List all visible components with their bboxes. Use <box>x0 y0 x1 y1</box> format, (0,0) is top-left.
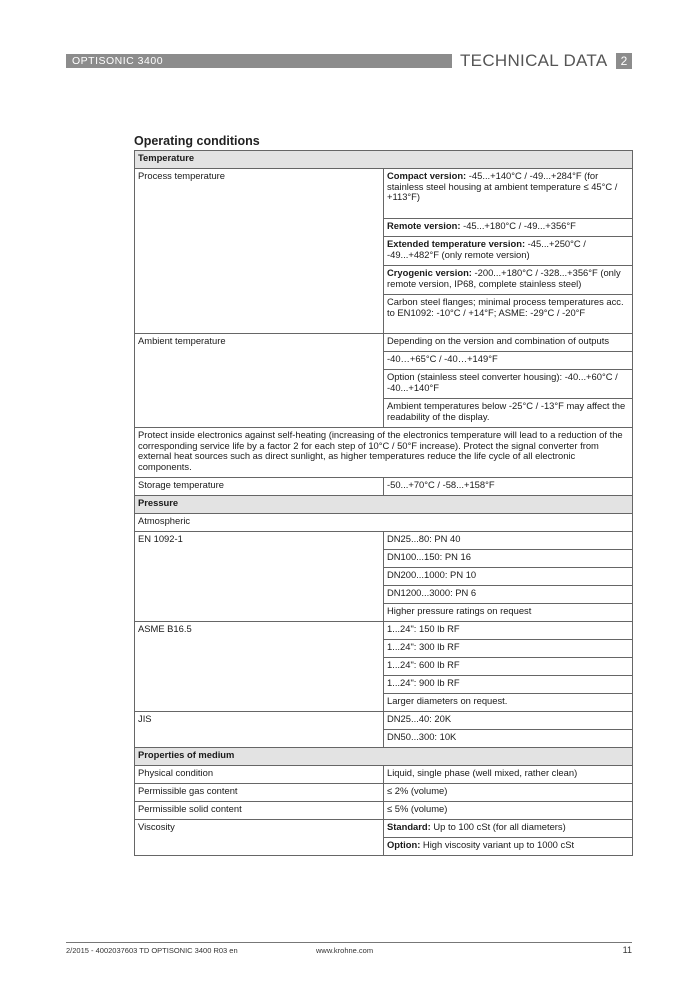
ambient-value: Depending on the version and combination of outputs <box>384 334 633 352</box>
extended-version-value: -45...+250°C / -49...+482°F (only remote version) <box>387 238 586 260</box>
electronics-protection-note: Protect inside electronics against self-heating (increasing of the electronics temperature will lead to a reduction of the corresponding service life by a factor 2 for each step of 10°C / 50°F increase). Protect the signal converter from external heat sources such as direct sunlight, as higher temperatures reduce the life cycle of all electronic components. <box>135 428 633 478</box>
storage-temperature-label: Storage temperature <box>135 478 384 496</box>
remote-version-key: Remote version: <box>387 220 461 231</box>
solid-content-value: ≤ 5% (volume) <box>384 802 633 820</box>
temperature-heading: Temperature <box>135 151 633 169</box>
gas-content-value: ≤ 2% (volume) <box>384 784 633 802</box>
table-row <box>135 820 633 838</box>
table-row <box>135 766 633 784</box>
page-number: 11 <box>622 945 632 955</box>
viscosity-standard-key: Standard: <box>387 821 431 832</box>
remote-version-cell <box>384 219 633 237</box>
viscosity-standard-value: Up to 100 cSt (for all diameters) <box>430 821 566 832</box>
table-row <box>135 712 633 730</box>
asme-value: 1...24": 600 lb RF <box>384 658 633 676</box>
page-footer <box>66 942 632 955</box>
page-header <box>66 50 632 72</box>
viscosity-option-value: High viscosity variant up to 1000 cSt <box>420 839 575 850</box>
cryogenic-version-key: Cryogenic version: <box>387 267 472 278</box>
solid-content-label: Permissible solid content <box>135 802 384 820</box>
chapter-number: 2 <box>616 53 632 69</box>
table-row <box>135 802 633 820</box>
operating-conditions-table <box>134 150 633 856</box>
ambient-value: Option (stainless steel converter housing): -40...+60°C / -40...+140°F <box>384 370 633 399</box>
storage-temperature-value: -50...+70°C / -58...+158°F <box>384 478 633 496</box>
table-row <box>135 478 633 496</box>
pressure-heading-row <box>135 496 633 514</box>
ambient-value: -40…+65°C / -40…+149°F <box>384 352 633 370</box>
table-row <box>135 514 633 532</box>
compact-version-key: Compact version: <box>387 170 467 181</box>
asme-value: 1...24": 150 lb RF <box>384 622 633 640</box>
en-value: DN200...1000: PN 10 <box>384 568 633 586</box>
operating-conditions-title: Operating conditions <box>134 134 260 148</box>
viscosity-option-key: Option: <box>387 839 421 850</box>
ambient-value: Ambient temperatures below -25°C / -13°F may affect the readability of the display. <box>384 399 633 428</box>
en-value: DN25...80: PN 40 <box>384 532 633 550</box>
medium-heading: Properties of medium <box>135 748 633 766</box>
table-row <box>135 622 633 640</box>
gas-content-label: Permissible gas content <box>135 784 384 802</box>
compact-version-value: -45...+140°C / -49...+284°F (for stainless steel housing at ambient temperature ≤ 45°C / +113°F) <box>387 170 618 202</box>
product-name: OPTISONIC 3400 <box>66 54 452 68</box>
viscosity-option-cell <box>384 838 633 856</box>
jis-label: JIS <box>135 712 384 748</box>
remote-version-value: -45...+180°C / -49...+356°F <box>460 220 576 231</box>
en-value: DN100...150: PN 16 <box>384 550 633 568</box>
jis-value: DN50...300: 10K <box>384 730 633 748</box>
en-value: Higher pressure ratings on request <box>384 604 633 622</box>
jis-value: DN25...40: 20K <box>384 712 633 730</box>
en-value: DN1200...3000: PN 6 <box>384 586 633 604</box>
viscosity-standard-cell <box>384 820 633 838</box>
table-row <box>135 169 633 219</box>
carbon-steel-flanges: Carbon steel flanges; minimal process temperatures acc. to EN1092: -10°C / +14°F; ASME: -29°C / -20°F <box>384 295 633 334</box>
process-temperature-label: Process temperature <box>135 169 384 334</box>
website: www.krohne.com <box>316 946 374 955</box>
table-row <box>135 532 633 550</box>
compact-version-cell <box>384 169 633 219</box>
viscosity-label: Viscosity <box>135 820 384 856</box>
atmospheric-label: Atmospheric <box>135 514 633 532</box>
table-row <box>135 334 633 352</box>
asme-value: Larger diameters on request. <box>384 694 633 712</box>
en-1092-label: EN 1092-1 <box>135 532 384 622</box>
pressure-heading: Pressure <box>135 496 633 514</box>
cryogenic-version-cell <box>384 266 633 295</box>
extended-version-key: Extended temperature version: <box>387 238 526 249</box>
physical-condition-label: Physical condition <box>135 766 384 784</box>
asme-b16-5-label: ASME B16.5 <box>135 622 384 712</box>
medium-heading-row <box>135 748 633 766</box>
extended-version-cell <box>384 237 633 266</box>
asme-value: 1...24": 900 lb RF <box>384 676 633 694</box>
asme-value: 1...24": 300 lb RF <box>384 640 633 658</box>
temperature-heading-row <box>135 151 633 169</box>
table-row <box>135 784 633 802</box>
cryogenic-version-value: -200...+180°C / -328...+356°F (only remote version, IP68, complete stainless steel) <box>387 267 621 289</box>
physical-condition-value: Liquid, single phase (well mixed, rather clean) <box>384 766 633 784</box>
ambient-temperature-label: Ambient temperature <box>135 334 384 428</box>
document-reference: 2/2015 - 4002037603 TD OPTISONIC 3400 R03 en <box>66 946 238 955</box>
table-row <box>135 428 633 478</box>
section-title: TECHNICAL DATA <box>460 51 608 70</box>
